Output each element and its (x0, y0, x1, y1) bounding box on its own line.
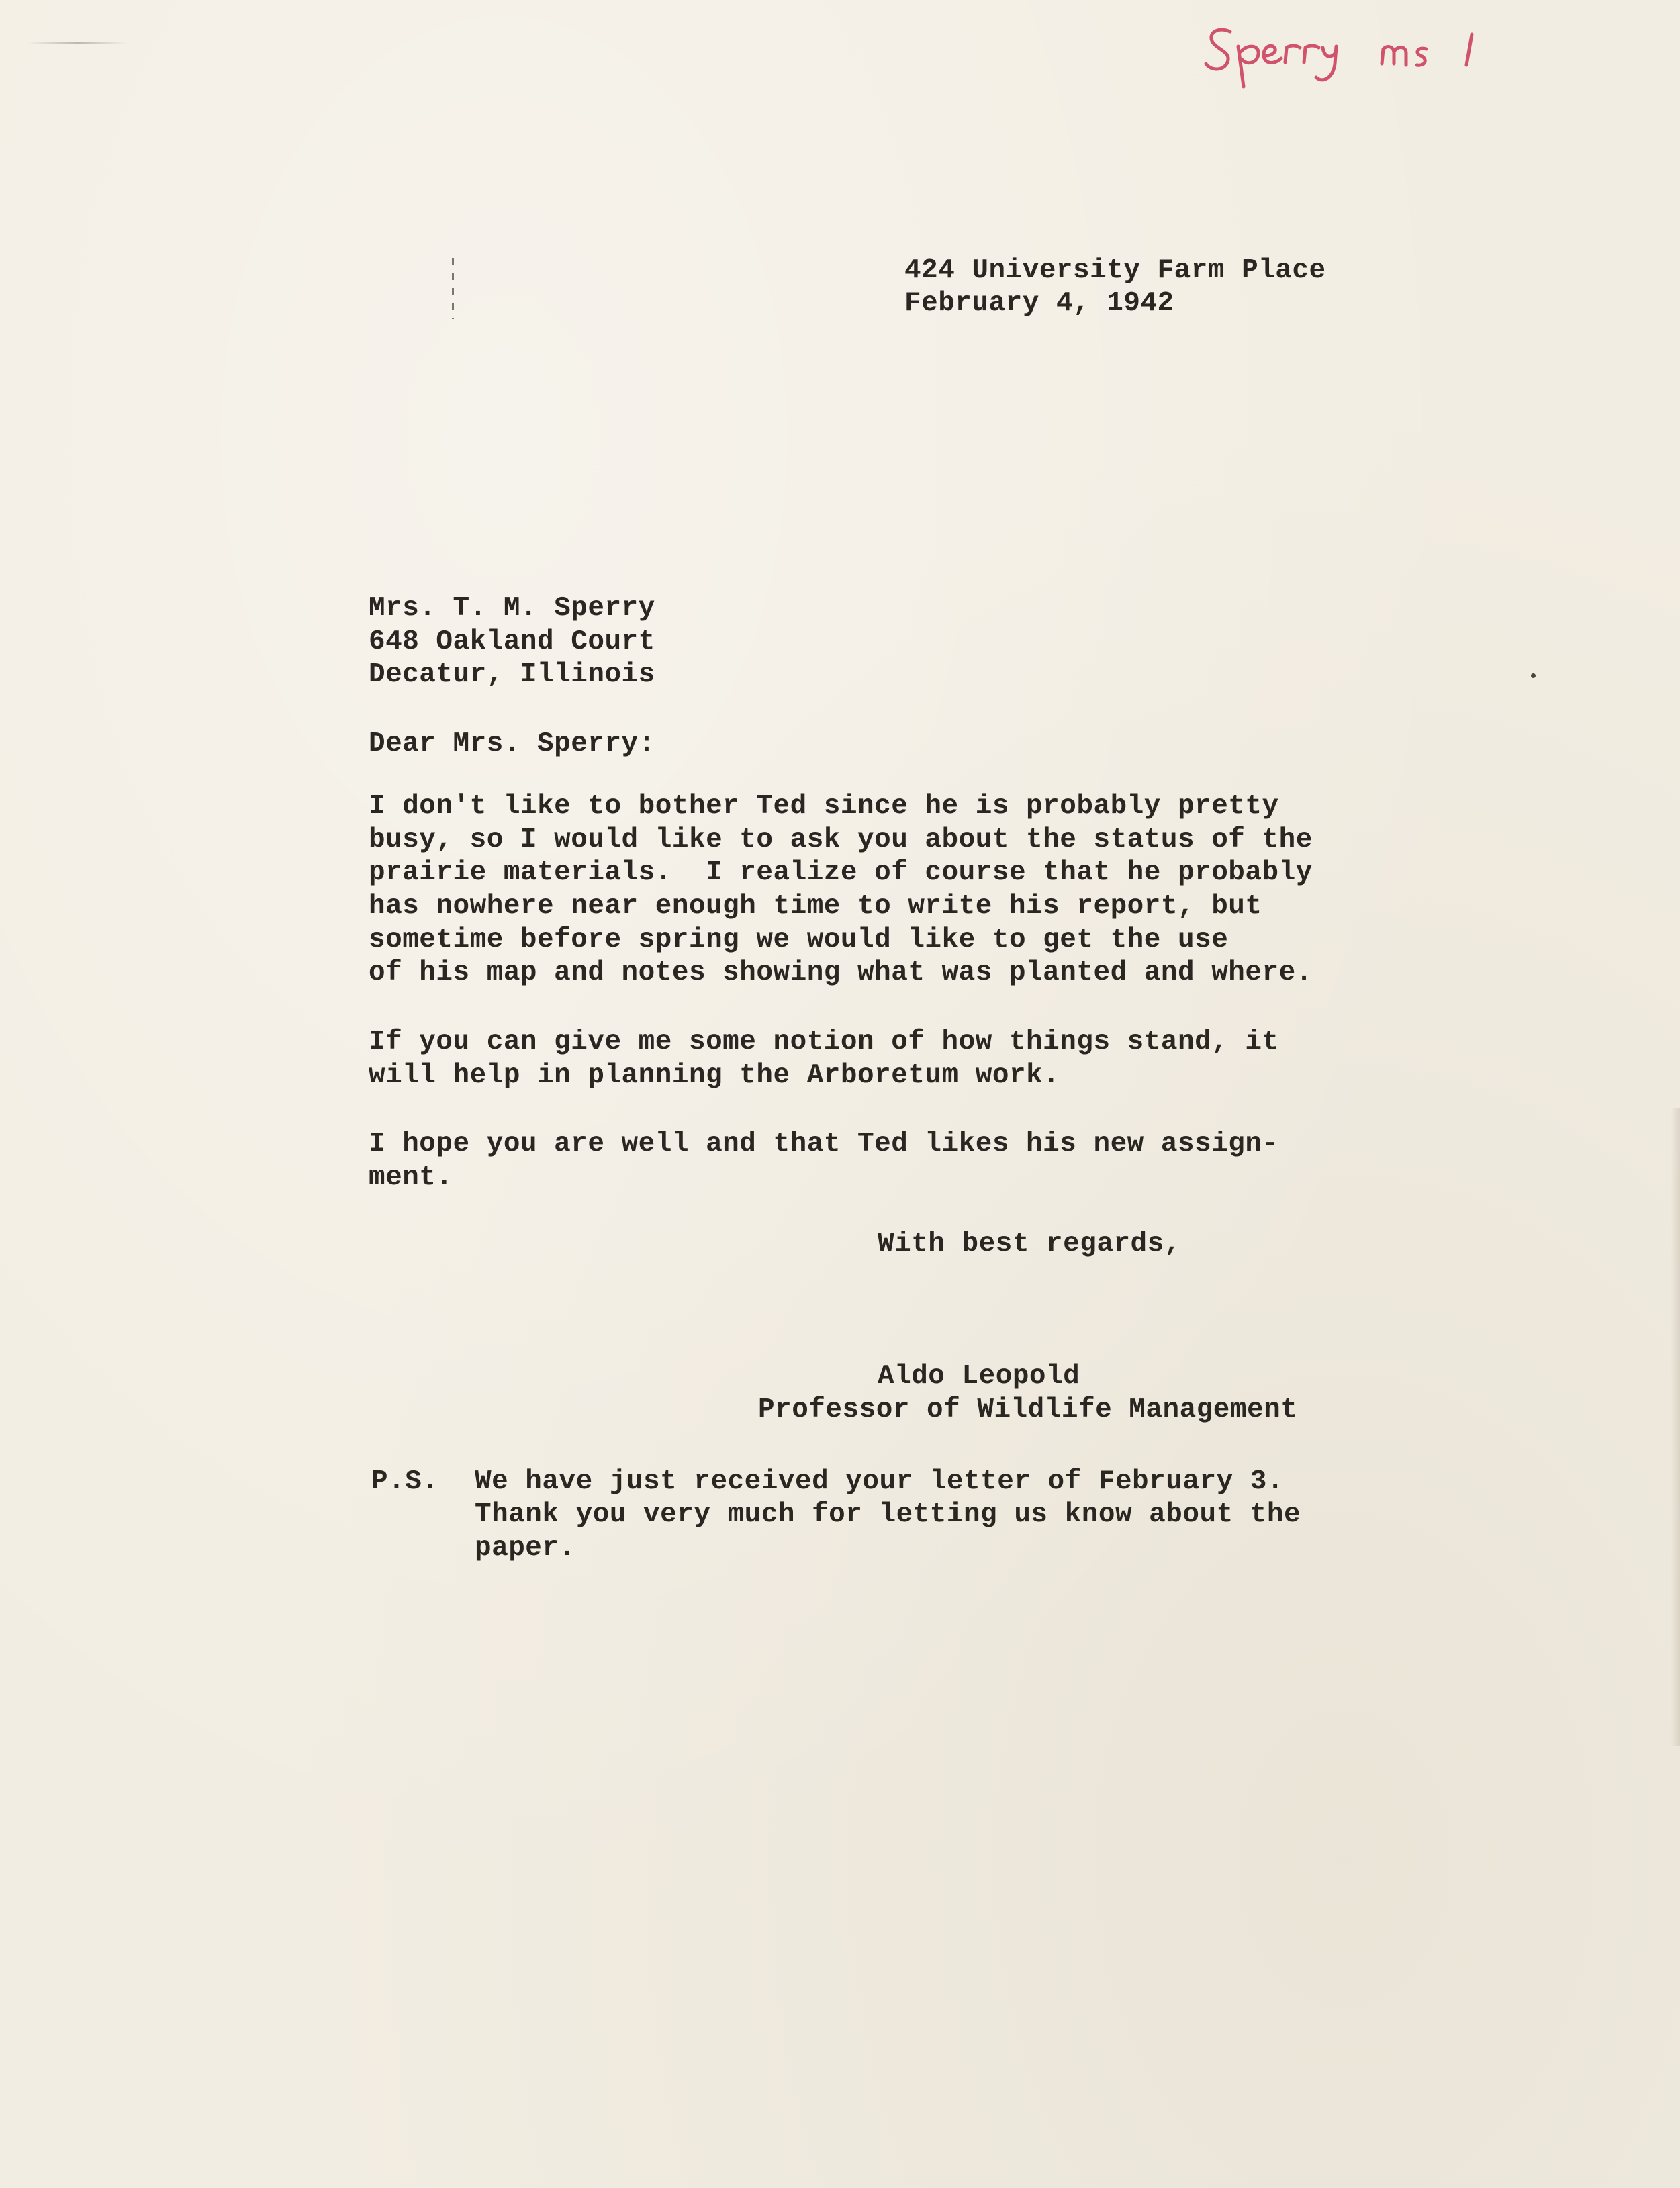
body-paragraph-1-line: sometime before spring we would like to get the use (369, 924, 1229, 955)
postscript-label: P.S. (371, 1466, 439, 1497)
paper-edge-shadow (1671, 1108, 1680, 1746)
body-paragraph-1-line: I don't like to bother Ted since he is probably pretty (369, 791, 1279, 822)
sender-address: 424 University Farm Place (904, 255, 1326, 286)
margin-mark (452, 258, 454, 319)
ink-speck (1531, 673, 1536, 678)
recipient-name: Mrs. T. M. Sperry (369, 593, 655, 624)
body-paragraph-1-line: of his map and notes showing what was planted and where. (369, 957, 1313, 988)
closing: With best regards, (878, 1229, 1181, 1259)
body-paragraph-1-line: prairie materials. I realize of course that he probably (369, 857, 1313, 888)
body-paragraph-2-line: will help in planning the Arboretum work. (369, 1060, 1060, 1091)
letter-date: February 4, 1942 (904, 288, 1174, 319)
postscript-line: paper. (475, 1533, 576, 1564)
postscript-line: Thank you very much for letting us know about the (475, 1499, 1301, 1530)
body-paragraph-2-line: If you can give me some notion of how things stand, it (369, 1027, 1279, 1057)
recipient-city: Decatur, Illinois (369, 659, 655, 690)
postscript-line: We have just received your letter of February 3. (475, 1466, 1284, 1497)
signer-title: Professor of Wildlife Management (758, 1394, 1298, 1425)
recipient-street: 648 Oakland Court (369, 626, 655, 657)
body-paragraph-3-line: I hope you are well and that Ted likes his new assign- (369, 1129, 1279, 1159)
handwritten-annotation-drawing (1203, 17, 1539, 91)
handwritten-annotation (1203, 17, 1539, 91)
body-paragraph-1-line: busy, so I would like to ask you about the status of the (369, 824, 1313, 855)
signer-name: Aldo Leopold (878, 1361, 1080, 1392)
body-paragraph-3-line: ment. (369, 1162, 453, 1193)
body-paragraph-1-line: has nowhere near enough time to write his report, but (369, 891, 1262, 922)
paper-scuff-mark (27, 42, 128, 44)
salutation: Dear Mrs. Sperry: (369, 728, 655, 759)
